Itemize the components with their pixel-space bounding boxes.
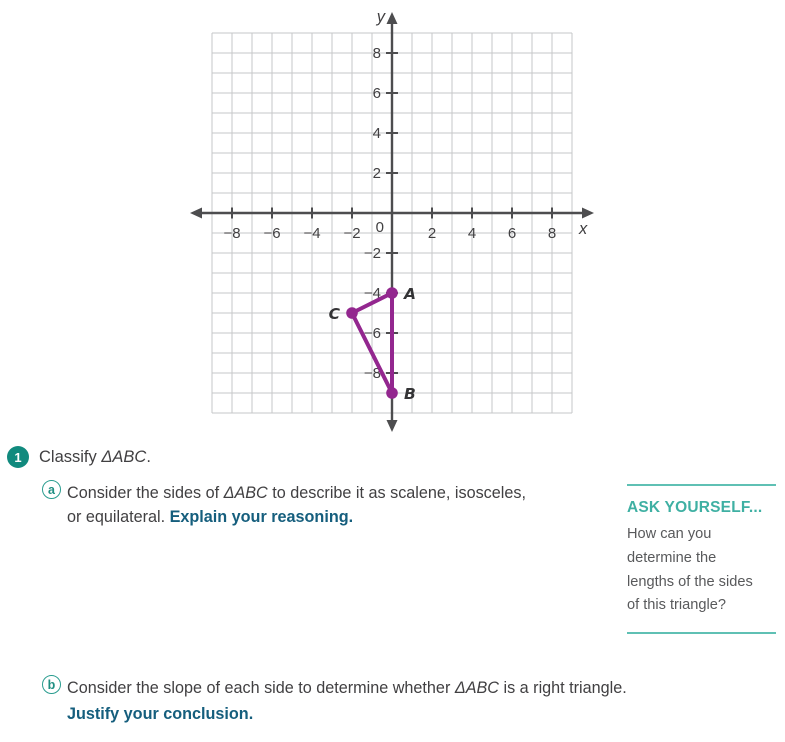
vertex-label-B: B bbox=[404, 385, 416, 403]
ask-yourself-line: How can you bbox=[627, 526, 712, 542]
x-tick-label: 2 bbox=[427, 225, 437, 242]
x-axis-right-arrow-icon bbox=[582, 208, 594, 219]
part-a-line2 bbox=[67, 506, 612, 530]
origin-label: 0 bbox=[375, 219, 384, 236]
part-b-line1-pre: Consider the slope of each side to determine whether bbox=[67, 679, 455, 697]
y-tick-label: −6 bbox=[363, 325, 381, 342]
x-axis-label: x bbox=[579, 220, 588, 238]
x-tick-label: 8 bbox=[547, 225, 557, 242]
y-axis-label: y bbox=[376, 8, 385, 26]
y-tick-label: −8 bbox=[363, 365, 381, 382]
part-a-badge: a bbox=[42, 480, 61, 499]
part-a-line1-pre: Consider the sides of bbox=[67, 484, 224, 502]
part-b-line2 bbox=[67, 701, 767, 727]
vertex-dot-C bbox=[346, 307, 358, 319]
y-tick-label: 6 bbox=[372, 85, 381, 102]
part-b-line1-post: is a right triangle. bbox=[499, 679, 627, 697]
part-b-badge: b bbox=[42, 675, 61, 694]
problem-title-pre: Classify bbox=[39, 447, 102, 466]
problem-title-row bbox=[7, 446, 151, 468]
vertex-dot-B bbox=[386, 387, 398, 399]
x-tick-label: −2 bbox=[343, 225, 361, 242]
ask-yourself-title: ASK YOURSELF... bbox=[627, 499, 763, 516]
part-a-line1-post: to describe it as scalene, isosceles, bbox=[267, 484, 526, 502]
ask-yourself-line: of this triangle? bbox=[627, 597, 726, 614]
y-tick-label: −4 bbox=[363, 285, 381, 302]
x-tick-label: −4 bbox=[303, 225, 321, 242]
problem-title-post: . bbox=[146, 447, 151, 466]
part-a-directive: Explain your reasoning. bbox=[169, 507, 354, 526]
part-b-line1-math: ΔABC bbox=[454, 679, 499, 697]
x-tick-label: 6 bbox=[507, 225, 517, 242]
x-tick-label: 4 bbox=[467, 225, 477, 242]
part-b-line1 bbox=[67, 675, 767, 701]
vertex-label-A: A bbox=[404, 285, 416, 303]
ask-yourself-box bbox=[627, 484, 776, 634]
y-tick-label: 8 bbox=[372, 45, 381, 62]
problem-title-math: ΔABC bbox=[101, 447, 147, 466]
x-tick-label: −6 bbox=[263, 225, 281, 242]
problem-number-badge: 1 bbox=[7, 446, 29, 468]
part-b-directive: Justify your conclusion. bbox=[67, 705, 254, 723]
part-a-line1 bbox=[67, 482, 612, 506]
x-tick-label: −8 bbox=[223, 225, 241, 242]
part-a-text bbox=[67, 482, 612, 529]
vertex-label-C: C bbox=[328, 305, 340, 323]
y-axis-top-arrow-icon bbox=[387, 12, 398, 24]
part-a-line2-pre: or equilateral. bbox=[67, 507, 170, 526]
x-axis-left-arrow-icon bbox=[190, 208, 202, 219]
part-b-text bbox=[67, 675, 767, 727]
y-tick-label: −2 bbox=[363, 245, 381, 262]
problem-title bbox=[39, 448, 151, 467]
y-axis-bottom-arrow-icon bbox=[387, 420, 398, 432]
ask-yourself-line: lengths of the sides bbox=[627, 573, 753, 590]
ask-yourself-line: determine the bbox=[627, 549, 717, 566]
part-a-line1-math: ΔABC bbox=[223, 484, 268, 502]
vertex-dot-A bbox=[386, 287, 398, 299]
y-tick-label: 2 bbox=[372, 165, 381, 182]
y-tick-label: 4 bbox=[372, 125, 381, 142]
